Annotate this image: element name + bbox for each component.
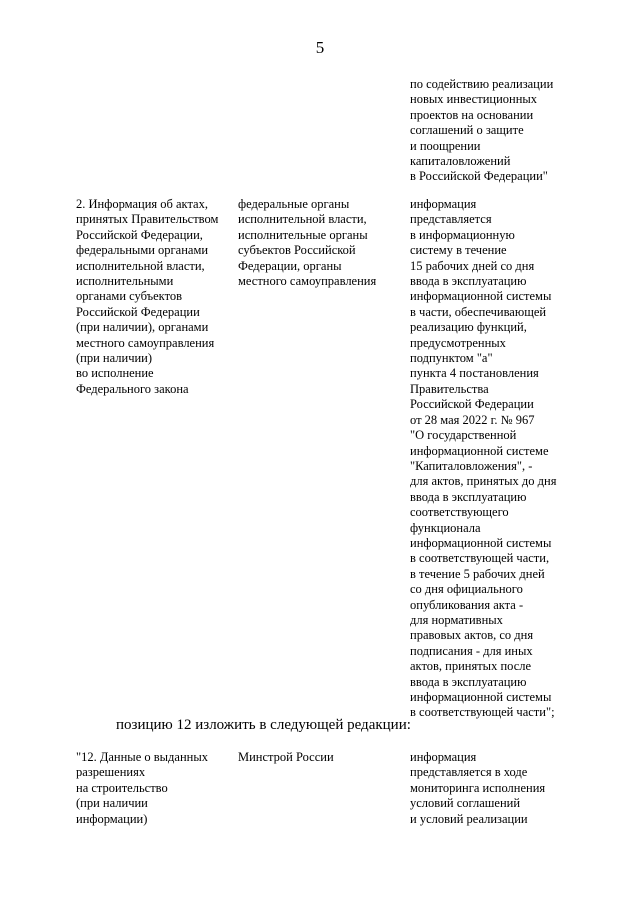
row2-info-type: 2. Информация об актах, принятых Правительством Российской Федерации, федеральными органами исполнительной власти, исполнительными органами субъектов Российской Федерации (при наличии), органами местного самоуправления (при наличии) во исполнение Федерального закона — [76, 197, 219, 396]
row12-info-type: "12. Данные о выданных разрешениях на строительство (при наличии информации) — [76, 750, 208, 826]
page-number: 5 — [315, 38, 325, 57]
row2-submission-terms: информация представляется в информационную систему в течение 15 рабочих дней со дня ввода в эксплуатацию информационной системы в части, обеспечивающей реализацию функций, предусмотренных подпунктом "а" пункта 4 постановления Правительства Российской Федерации от 28 мая 2022 г. № 967 "О государственной информационной системе "Капиталовложения", - для актов, принятых до дня ввода в эксплуатацию соответствующего функционала информационной системы в соответствующей части, в течение 5 рабочих дней со дня официального опубликования акта - для нормативных правовых актов, со дня подписания - для иных актов, принятых после ввода в эксплуатацию информационной системы в соответствующей части"; — [410, 197, 557, 720]
amendment-instruction: позицию 12 изложить в следующей редакции: — [116, 717, 411, 733]
row2-responsible-bodies: федеральные органы исполнительной власти, исполнительные органы субъектов Российской Федерации, органы местного самоуправления — [238, 197, 377, 289]
row12-submission-terms: информация представляется в ходе мониторинга исполнения условий соглашений и условий реализации — [410, 750, 546, 826]
row12-responsible-body: Минстрой России — [238, 750, 334, 764]
prev-row-continuation-col3: по содействию реализации новых инвестиционных проектов на основании соглашений о защите и поощрении капиталовложений в Российской Федерации" — [410, 77, 554, 184]
